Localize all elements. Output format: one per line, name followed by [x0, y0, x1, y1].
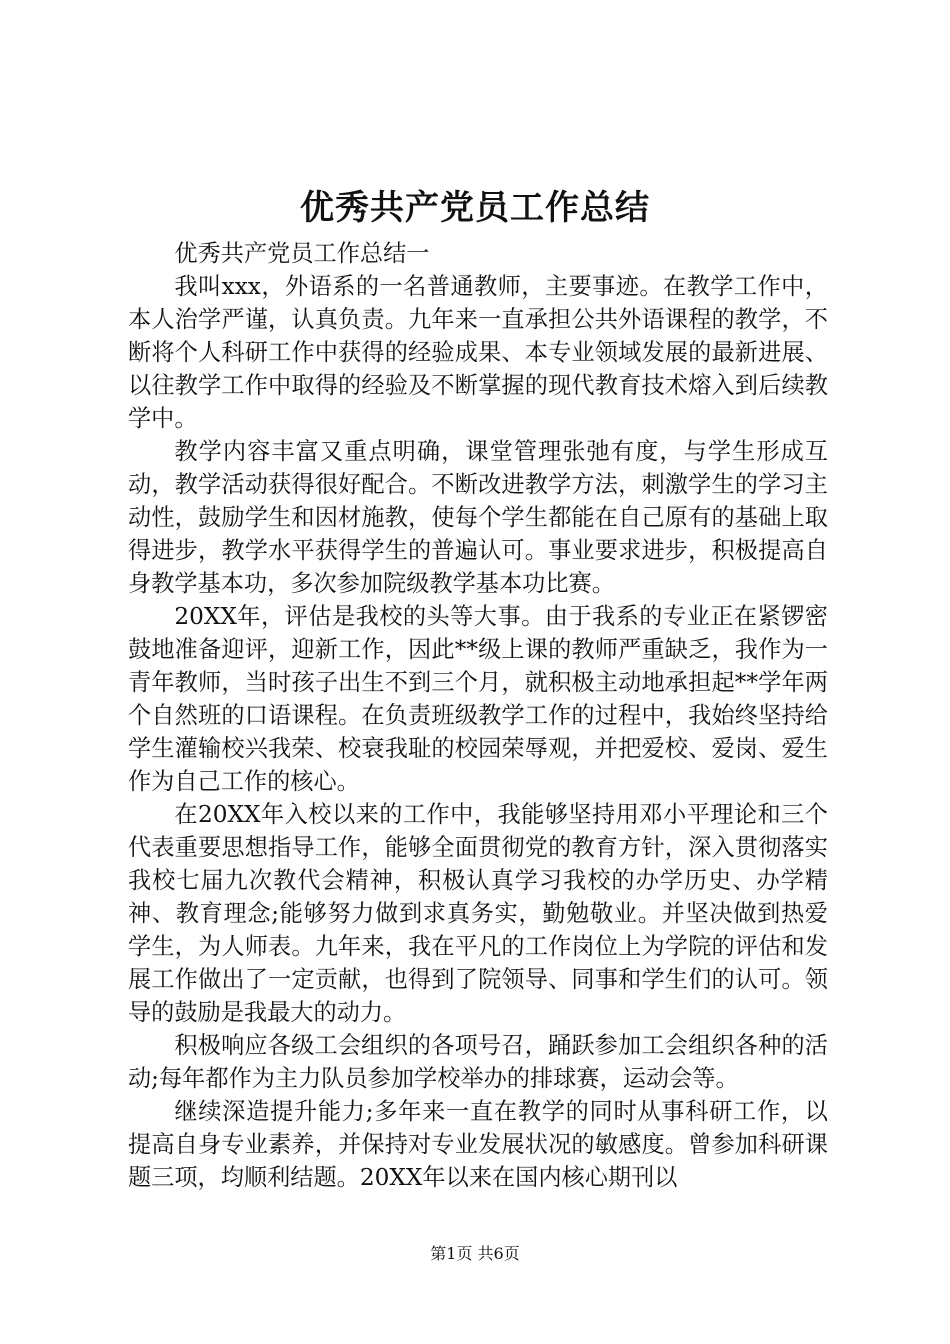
page-number-footer: 第1页 共6页 — [430, 1244, 520, 1263]
paragraph: 在20XX年入校以来的工作中，我能够坚持用邓小平理论和三个代表重要思想指导工作，能够全面贯彻党的教育方针，深入贯彻落实我校七届九次教代会精神，积极认真学习我校的办学历史、办学精神、教育理念;能够努力做到求真务实，勤勉敬业。并坚决做到热爱学生，为人师表。九年来，我在平凡的工作岗位上为学院的评估和发展工作做出了一定贡献，也得到了院领导、同事和学生们的认可。领导的鼓励是我最大的动力。 — [128, 801, 828, 1026]
paragraph: 继续深造提升能力;多年来一直在教学的同时从事科研工作，以提高自身专业素养，并保持对专业发展状况的敏感度。曾参加科研课题三项，均顺利结题。20XX年以来在国内核心期刊以 — [128, 1098, 828, 1191]
section-heading: 优秀共产党员工作总结一 — [174, 240, 430, 267]
document-body — [128, 237, 828, 1194]
document-title: 优秀共产党员工作总结 — [300, 188, 650, 228]
paragraph: 20XX年，评估是我校的头等大事。由于我系的专业正在紧锣密鼓地准备迎评，迎新工作，因此**级上课的教师严重缺乏，我作为一青年教师，当时孩子出生不到三个月，就积极主动地承担起**学年两个自然班的口语课程。在负责班级教学工作的过程中，我始终坚持给学生灌输校兴我荣、校衰我耻的校园荣辱观，并把爱校、爱岗、爱生作为自己工作的核心。 — [128, 603, 828, 795]
paragraph: 我叫xxx，外语系的一名普通教师，主要事迹。在教学工作中，本人治学严谨，认真负责。九年来一直承担公共外语课程的教学，不断将个人科研工作中获得的经验成果、本专业领域发展的最新进展、以往教学工作中取得的经验及不断掌握的现代教育技术熔入到后续教学中。 — [128, 273, 828, 432]
paragraph: 积极响应各级工会组织的各项号召，踊跃参加工会组织各种的活动;每年都作为主力队员参加学校举办的排球赛，运动会等。 — [128, 1032, 828, 1092]
paragraph: 教学内容丰富又重点明确，课堂管理张弛有度，与学生形成互动，教学活动获得很好配合。不断改进教学方法，刺激学生的学习主动性，鼓励学生和因材施教，使每个学生都能在自己原有的基础上取得进步，教学水平获得学生的普遍认可。事业要求进步，积极提高自身教学基本功，多次参加院级教学基本功比赛。 — [128, 438, 828, 597]
